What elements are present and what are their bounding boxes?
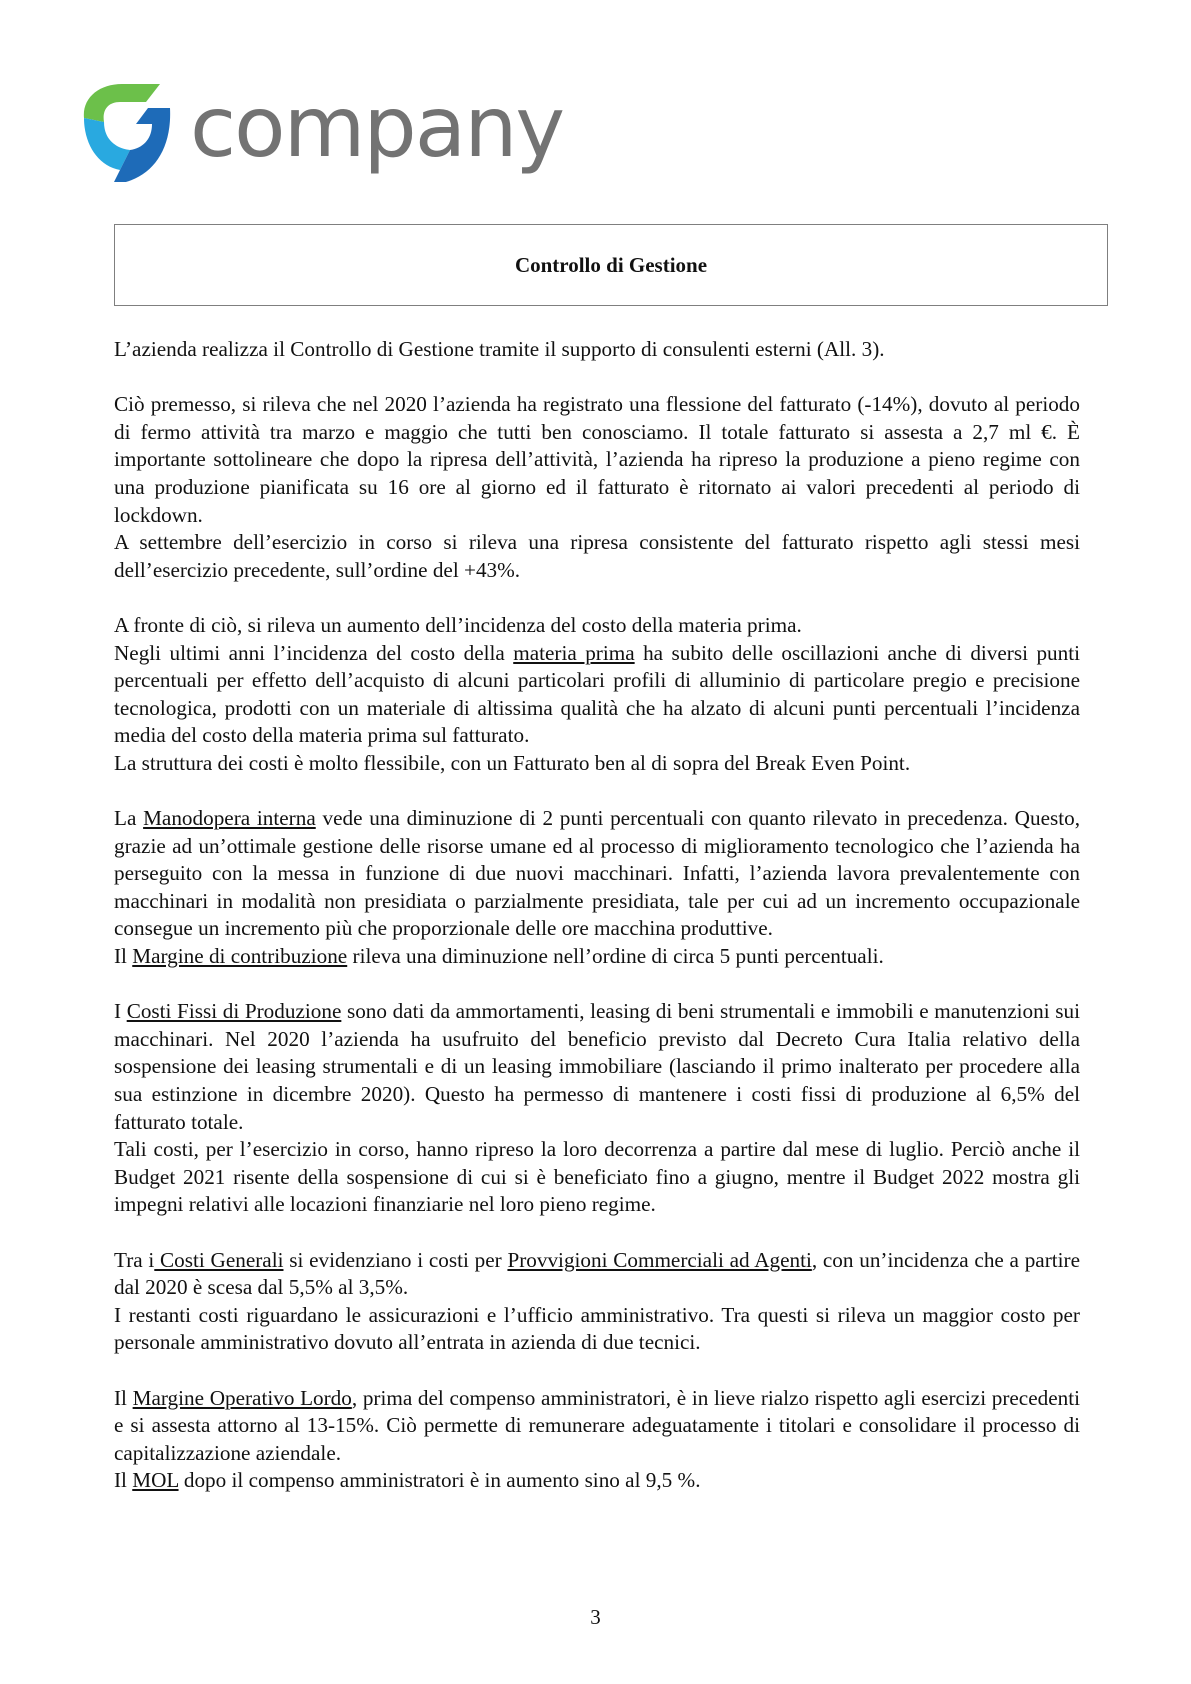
text-fragment: Negli ultimi anni l’incidenza del costo della: [114, 640, 514, 665]
paragraph-fatturato: [114, 391, 1080, 584]
text-costi-generali: [114, 1247, 1080, 1302]
text-fragment: rileva una diminuzione nell’ordine di circa 5 punti percentuali.: [347, 944, 884, 969]
text-struttura-costi: La struttura dei costi è molto flessibile, con un Fatturato ben al di sopra del Break Even Point.: [114, 750, 911, 775]
term-costi-generali: Costi Generali: [154, 1247, 284, 1272]
paragraph-costi-generali: [114, 1247, 1080, 1357]
paragraph-manodopera: [114, 805, 1080, 971]
text-fragment: sono dati da ammortamenti, leasing di beni strumentali e immobili e manutenzioni sui macchinari. Nel 2020 l’azienda ha usufruito del beneficio previsto dal Decreto Cura Italia relativo della sospensione dei leasing strumentali e di un leasing immobiliare (lasciando il primo inalterato per procedere alla sua estinzione in dicembre 2020). Questo ha permesso di mantenere i costi fissi di produzione al 6,5% del fatturato totale.: [114, 999, 1080, 1134]
term-manodopera-interna: Manodopera interna: [143, 806, 316, 831]
company-logo: [74, 78, 564, 188]
term-provvigioni-commerciali: Provvigioni Commerciali ad Agenti: [507, 1247, 812, 1272]
text-fragment: , con un’incidenza che a partire dal 2020 è scesa dal 5,5% al 3,5%.: [114, 1247, 1080, 1300]
term-margine-contribuzione: Margine di contribuzione: [132, 944, 348, 969]
term-mol: MOL: [132, 1468, 179, 1493]
text-manodopera: [114, 805, 1080, 943]
page-title: Controllo di Gestione: [514, 252, 708, 277]
text-fragment: La: [114, 806, 144, 831]
text-fragment: Il: [114, 1468, 133, 1493]
text-restanti-costi: I restanti costi riguardano le assicurazioni e l’ufficio amministrativo. Tra questi si rileva un maggior costo per personale amministrativo dovuto all’entrata in azienda di due tecnici.: [114, 1302, 1080, 1355]
text-budget: Tali costi, per l’esercizio in corso, hanno ripreso la loro decorrenza a partire dal mese di luglio. Perciò anche il Budget 2021 risente della sospensione di cui si è beneficiato fino a giugno, mentre il Budget 2022 mostra gli impegni relativi alle locazioni finanziarie nel loro pieno regime.: [114, 1137, 1080, 1217]
text-fatturato: Ciò premesso, si rileva che nel 2020 l’azienda ha registrato una flessione del fatturato (-14%), dovuto al periodo di fermo attività tra marzo e maggio che tutti ben conosciamo. Il totale fatturato si assesta a 2,7 ml €. È importante sottolineare che dopo la ripresa dell’attività, l’azienda ha ripreso la produzione a pieno regime con una produzione pianificata su 16 ore al giorno ed il fatturato è ritornato ai valori precedenti al periodo di lockdown.: [114, 392, 1080, 527]
text-fragment: ha subito delle oscillazioni anche di diversi punti percentuali per effetto dell’acquisto di alcuni particolari profili di alluminio di particolare pregio e precisione tecnologica, prodotti con un materiale di altissima qualità che ha alzato di alcuni punti percentuali l’incidenza media del costo della materia prima sul fatturato.: [114, 640, 1080, 748]
text-fragment: dopo il compenso amministratori è in aumento sino al 9,5 %.: [178, 1468, 701, 1493]
term-materia-prima: materia prima: [513, 640, 635, 665]
paragraph-intro: [114, 336, 1080, 364]
company-logo-icon: [74, 78, 174, 186]
text-fragment: si evidenziano i costi per: [283, 1247, 508, 1272]
text-fragment: Tra i: [114, 1247, 155, 1272]
page-number: 3: [590, 1605, 601, 1629]
text-fragment: vede una diminuzione di 2 punti percentuali con quanto rilevato in precedenza. Questo, grazie ad un’ottimale gestione delle risorse umane ed al processo di miglioramento tecnologico che l’azienda ha perseguito con la messa in funzione di due nuovi macchinari. Infatti, l’azienda lavora prevalentemente con macchinari in modalità non presidiata o parzialmente presidiata, tale per cui ad un incremento occupazionale consegue un incremento più che proporzionale delle ore macchina produttive.: [114, 806, 1080, 941]
term-margine-operativo-lordo: Margine Operativo Lordo: [132, 1385, 352, 1410]
text-costi-fissi: [114, 998, 1080, 1136]
text-materia-detail: [114, 640, 1080, 750]
text-fragment: , prima del compenso amministratori, è in lieve rialzo rispetto agli esercizi precedenti e si assesta attorno al 13-15%. Ciò permette di remunerare adeguatamente i titolari e consolidare il processo di capitalizzazione aziendale.: [114, 1385, 1080, 1465]
text-fragment: Il: [114, 1385, 133, 1410]
document-body: [114, 336, 1080, 1523]
text-margine-contribuzione: [114, 943, 1080, 971]
text-margine-operativo: [114, 1385, 1080, 1468]
text-materia-intro: A fronte di ciò, si rileva un aumento dell’incidenza del costo della materia prima.: [114, 612, 802, 637]
paragraph-costi-fissi: [114, 998, 1080, 1219]
term-costi-fissi-produzione: Costi Fissi di Produzione: [126, 999, 342, 1024]
title-box: [114, 224, 1108, 306]
text-fragment: I: [114, 999, 127, 1024]
text-ripresa: A settembre dell’esercizio in corso si rileva una ripresa consistente del fatturato rispetto agli stessi mesi dell’esercizio precedente, sull’ordine del +43%.: [114, 530, 1080, 582]
text-fragment: Il: [114, 944, 133, 969]
text-intro: L’azienda realizza il Controllo di Gestione tramite il supporto di consulenti esterni (All. 3).: [114, 337, 885, 361]
company-logo-text: company: [190, 78, 564, 176]
text-mol: [114, 1467, 1080, 1495]
paragraph-materia-prima: [114, 612, 1080, 778]
paragraph-mol: [114, 1385, 1080, 1495]
